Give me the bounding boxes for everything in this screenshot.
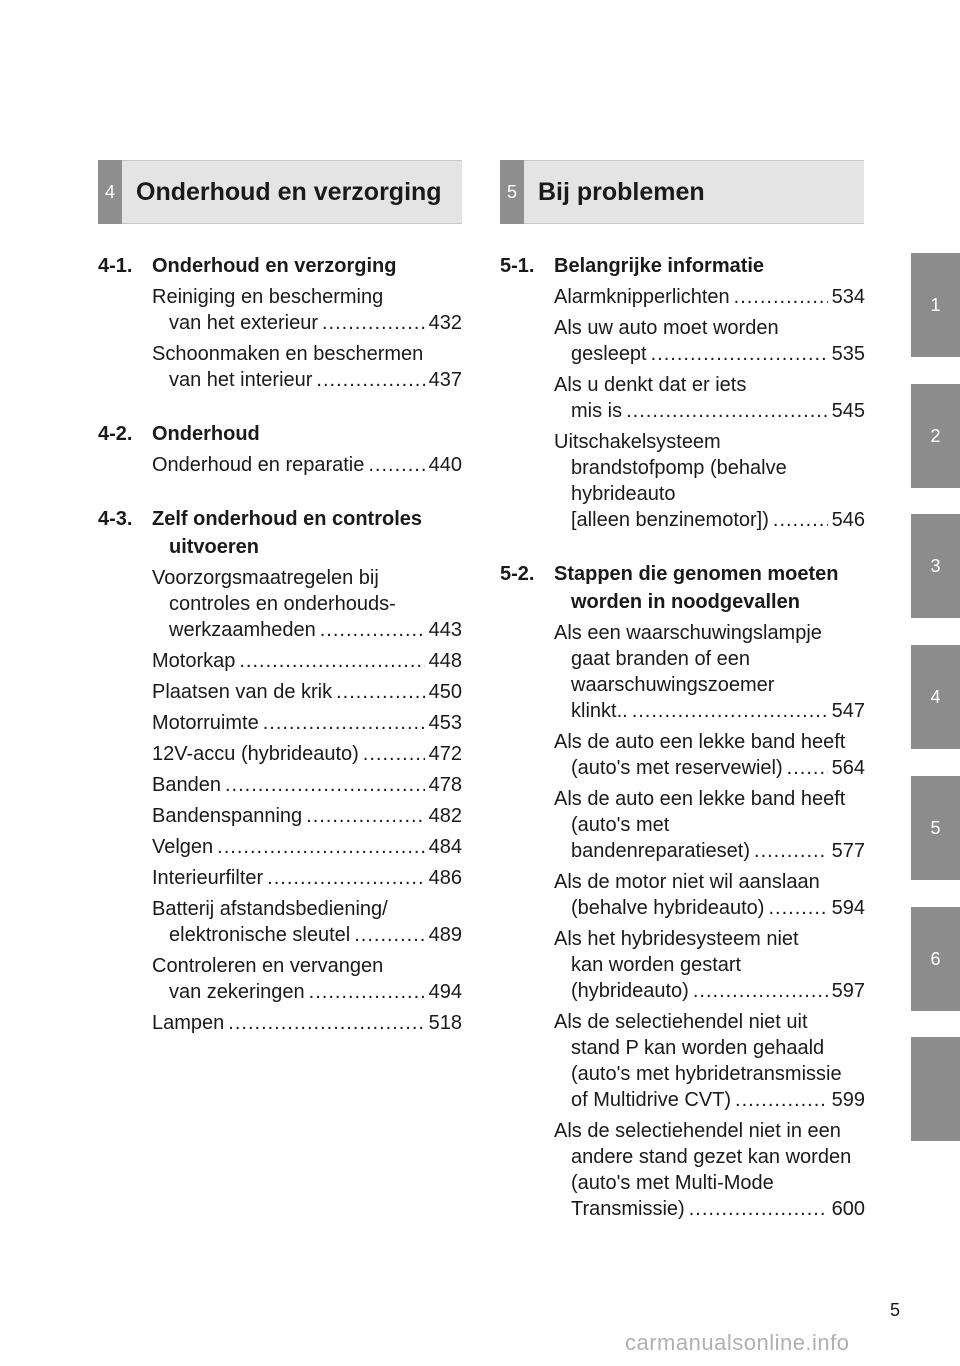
toc-entry[interactable] (152, 803, 462, 829)
group-title: Onderhoud (152, 423, 260, 445)
entry-label: Onderhoud en reparatie (152, 454, 365, 476)
entry-label: Plaatsen van de krik (152, 681, 333, 703)
section-5-contents (500, 252, 865, 1249)
dot-leader (316, 367, 424, 393)
entry-label: bandenreparatieset) (571, 840, 751, 862)
toc-entry[interactable] (152, 565, 462, 643)
toc-entry[interactable] (152, 741, 462, 767)
entry-label: [alleen benzinemotor]) (571, 509, 769, 531)
entry-label: brandstofpomp (behalve (571, 457, 787, 479)
dot-leader (693, 978, 828, 1004)
toc-entry[interactable] (152, 834, 462, 860)
dot-leader (309, 979, 425, 1005)
entry-label: elektronische sleutel (169, 924, 351, 946)
page-reference: 437 (428, 369, 462, 391)
toc-entry[interactable] (554, 429, 865, 533)
group-title: Belangrijke informatie (554, 255, 765, 277)
dot-leader (368, 452, 424, 478)
toc-entry[interactable] (152, 648, 462, 674)
entry-label: Uitschakelsysteem (554, 431, 721, 453)
group-title: Stappen die genomen moeten (554, 563, 839, 585)
entry-label: klinkt.. (571, 700, 628, 722)
dot-leader (363, 741, 425, 767)
toc-group (500, 560, 865, 1222)
toc-group (98, 505, 462, 1036)
section-4-number: 4 (98, 160, 122, 224)
entry-label: Als de auto een lekke band heeft (554, 731, 846, 753)
dot-leader (354, 922, 424, 948)
group-number: 4-1. (98, 255, 133, 277)
entry-label: Interieurfilter (152, 867, 264, 889)
entry-label: Banden (152, 774, 221, 796)
entry-label: Als een waarschuwingslampje (554, 622, 822, 644)
group-heading[interactable] (500, 560, 865, 616)
toc-entry[interactable] (554, 372, 865, 424)
group-title-continued: worden in noodgevallen (571, 591, 800, 613)
page-number: 5 (889, 1300, 900, 1320)
entry-label: (auto's met (571, 814, 670, 836)
toc-entry[interactable] (152, 1010, 462, 1036)
entry-label: Voorzorgsmaatregelen bij (152, 567, 379, 589)
group-heading[interactable] (98, 252, 462, 280)
page-reference: 547 (831, 700, 865, 722)
entry-label: (auto's met Multi-Mode (571, 1172, 774, 1194)
dot-leader (632, 698, 828, 724)
toc-entry[interactable] (152, 772, 462, 798)
page-reference: 577 (831, 840, 865, 862)
toc-entry[interactable] (554, 786, 865, 864)
entry-label: controles en onderhouds- (169, 593, 396, 615)
dot-leader (336, 679, 425, 705)
chapter-tab-5[interactable]: 5 (911, 776, 960, 880)
dot-leader (651, 341, 828, 367)
page-reference: 534 (831, 286, 865, 308)
dot-leader (735, 1087, 828, 1113)
entry-label: (behalve hybrideauto) (571, 897, 765, 919)
entry-label: Velgen (152, 836, 214, 858)
toc-entry[interactable] (152, 896, 462, 948)
entry-label: gaat branden of een (571, 648, 751, 670)
page-reference: 448 (428, 650, 462, 672)
section-5-title: Bij problemen (538, 178, 705, 206)
toc-entry[interactable] (554, 926, 865, 1004)
dot-leader (306, 803, 424, 829)
entry-label: (hybrideauto) (571, 980, 689, 1002)
entry-label: van het interieur (169, 369, 313, 391)
section-4-title: Onderhoud en verzorging (136, 178, 442, 206)
page-reference: 594 (831, 897, 865, 919)
page-reference: 546 (831, 509, 865, 531)
entry-label: Als de auto een lekke band heeft (554, 788, 846, 810)
dot-leader (787, 755, 828, 781)
entry-label: van zekeringen (169, 981, 305, 1003)
entry-label: van het exterieur (169, 312, 318, 334)
page-reference: 518 (428, 1012, 462, 1034)
dot-leader (754, 838, 828, 864)
dot-leader (217, 834, 424, 860)
toc-entry[interactable] (554, 284, 865, 310)
page-reference: 478 (428, 774, 462, 796)
entry-label: kan worden gestart (571, 954, 742, 976)
group-number: 4-2. (98, 423, 133, 445)
chapter-tab-7[interactable] (911, 1037, 960, 1141)
toc-entry[interactable] (152, 452, 462, 478)
entry-label: Motorruimte (152, 712, 259, 734)
entry-label: Als uw auto moet worden (554, 317, 779, 339)
page-reference: 564 (831, 757, 865, 779)
entry-label: Controleren en vervangen (152, 955, 384, 977)
dot-leader (228, 1010, 424, 1036)
page-reference: 545 (831, 400, 865, 422)
section-5-number: 5 (500, 160, 524, 224)
dot-leader (734, 284, 828, 310)
entry-label: Bandenspanning (152, 805, 303, 827)
group-heading[interactable] (98, 505, 462, 561)
entry-label: gesleept (571, 343, 647, 365)
dot-leader (267, 865, 424, 891)
group-heading[interactable] (500, 252, 865, 280)
entry-label: andere stand gezet kan worden (571, 1146, 852, 1168)
toc-group (98, 252, 462, 393)
page-reference: 597 (831, 980, 865, 1002)
toc-entry[interactable] (152, 341, 462, 393)
entry-label: werkzaamheden (169, 619, 316, 641)
section-5-header (500, 160, 864, 224)
group-number: 5-2. (500, 563, 535, 585)
entry-label: of Multidrive CVT) (571, 1089, 732, 1111)
entry-label: Schoonmaken en beschermen (152, 343, 424, 365)
section-4-header (98, 160, 462, 224)
entry-label: (auto's met hybridetransmissie (571, 1063, 842, 1085)
chapter-tab-1[interactable]: 1 (911, 253, 960, 357)
page-reference: 440 (428, 454, 462, 476)
chapter-tab-3[interactable]: 3 (911, 514, 960, 618)
page-reference: 482 (428, 805, 462, 827)
page-reference: 443 (428, 619, 462, 641)
dot-leader (773, 507, 828, 533)
entry-label: Als de motor niet wil aanslaan (554, 871, 820, 893)
toc-entry[interactable] (152, 284, 462, 336)
toc-group (500, 252, 865, 533)
toc-entry[interactable] (554, 1118, 865, 1222)
dot-leader (239, 648, 424, 674)
entry-label: stand P kan worden gehaald (571, 1037, 825, 1059)
entry-label: 12V-accu (hybrideauto) (152, 743, 359, 765)
toc-entry[interactable] (554, 620, 865, 724)
entry-label: mis is (571, 400, 623, 422)
dot-leader (322, 310, 425, 336)
toc-entry[interactable] (152, 865, 462, 891)
entry-label: Transmissie) (571, 1198, 685, 1220)
watermark: carmanualsonline.info (625, 1330, 850, 1355)
group-number: 4-3. (98, 508, 133, 530)
toc-entry[interactable] (554, 729, 865, 781)
entry-label: waarschuwingszoemer (571, 674, 775, 696)
group-heading[interactable] (98, 420, 462, 448)
entry-label: Lampen (152, 1012, 225, 1034)
toc-entry[interactable] (152, 710, 462, 736)
dot-leader (263, 710, 425, 736)
entry-label: Batterij afstandsbediening/ (152, 898, 388, 920)
toc-entry[interactable] (554, 869, 865, 921)
chapter-tab-2[interactable]: 2 (911, 384, 960, 488)
page-reference: 484 (428, 836, 462, 858)
toc-group (98, 420, 462, 478)
entry-label: Alarmknipperlichten (554, 286, 730, 308)
page-reference: 600 (831, 1198, 865, 1220)
dot-leader (689, 1196, 828, 1222)
chapter-tab-6[interactable]: 6 (911, 907, 960, 1011)
page-reference: 489 (428, 924, 462, 946)
page-reference: 494 (428, 981, 462, 1003)
group-title: Onderhoud en verzorging (152, 255, 397, 277)
entry-label: Reiniging en bescherming (152, 286, 384, 308)
page-reference: 453 (428, 712, 462, 734)
entry-label: Als u denkt dat er iets (554, 374, 747, 396)
dot-leader (225, 772, 425, 798)
dot-leader (320, 617, 425, 643)
group-title-continued: uitvoeren (169, 536, 260, 558)
toc-entry[interactable] (554, 1009, 865, 1113)
group-title: Zelf onderhoud en controles (152, 508, 423, 530)
page-reference: 535 (831, 343, 865, 365)
page-reference: 486 (428, 867, 462, 889)
toc-entry[interactable] (152, 679, 462, 705)
entry-label: hybrideauto (571, 483, 676, 505)
entry-label: Als de selectiehendel niet in een (554, 1120, 841, 1142)
dot-leader (626, 398, 828, 424)
entry-label: Als de selectiehendel niet uit (554, 1011, 808, 1033)
entry-label: (auto's met reservewiel) (571, 757, 783, 779)
section-4-contents (98, 252, 462, 1063)
page-reference: 599 (831, 1089, 865, 1111)
entry-label: Als het hybridesysteem niet (554, 928, 799, 950)
toc-entry[interactable] (554, 315, 865, 367)
chapter-tab-4[interactable]: 4 (911, 645, 960, 749)
page-reference: 450 (428, 681, 462, 703)
toc-entry[interactable] (152, 953, 462, 1005)
dot-leader (768, 895, 827, 921)
page-reference: 472 (428, 743, 462, 765)
page-reference: 432 (428, 312, 462, 334)
entry-label: Motorkap (152, 650, 236, 672)
group-number: 5-1. (500, 255, 535, 277)
